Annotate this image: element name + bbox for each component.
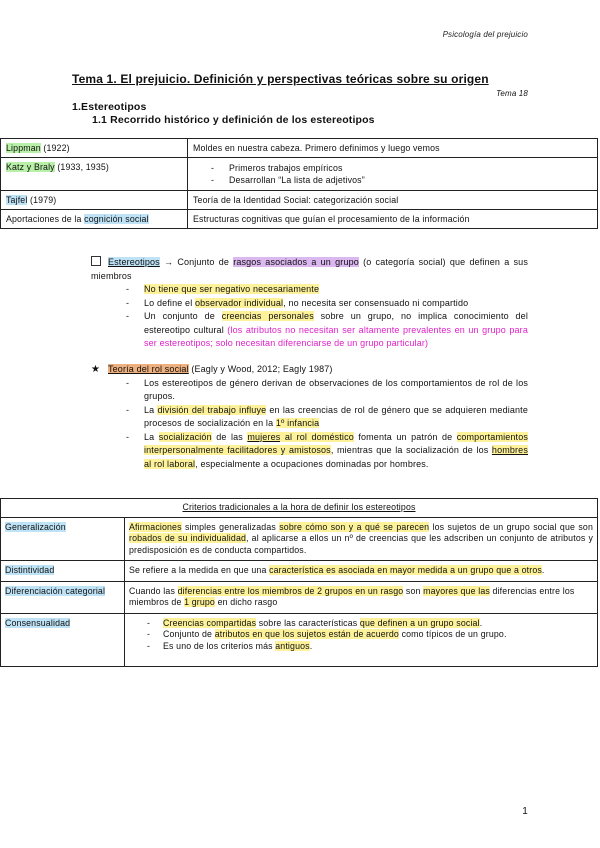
author-year: (1922) <box>40 143 70 153</box>
page-number: 1 <box>522 806 528 817</box>
highlight: observador individual <box>195 297 284 308</box>
criterion-label: Consensualidad <box>5 617 71 628</box>
theory-line <box>91 363 528 377</box>
text: sobre las características <box>256 617 360 628</box>
highlight: al rol laboral <box>144 458 196 469</box>
author-name: Katz y Braly <box>6 162 55 172</box>
criterion-description <box>125 561 598 582</box>
list-item <box>91 297 528 311</box>
author-cell <box>1 158 188 191</box>
list-item <box>129 641 593 653</box>
author-year: (1933, 1935) <box>54 162 110 172</box>
highlight: rasgos asociados a un grupo <box>233 257 359 267</box>
list-item <box>91 404 528 431</box>
highlight: socialización <box>158 431 212 442</box>
note: (los atributos no necesitan ser altamente prevalentes en un grupo para ser estereotipos; solo necesitan diferenciarse de un grupo particular) <box>144 324 528 348</box>
text: Es uno de los criterios más <box>163 640 276 651</box>
text: sobre un grupo, no implica conocimiento del estereotipo cultural <box>144 311 528 335</box>
criterion-label: Generalización <box>5 521 66 532</box>
text: → Conjunto de <box>159 257 234 267</box>
table-row <box>1 210 598 229</box>
definition-line <box>91 256 528 283</box>
author-year: (1979) <box>27 195 57 205</box>
text: en dicho rasgo <box>214 597 278 607</box>
description-cell <box>188 158 598 191</box>
text: en las creencias de rol de género que se adquieren mediante procesos de socialización en la <box>144 404 528 428</box>
text: , especialmente a ocupaciones dominadas por hombres. <box>195 458 429 469</box>
highlight: antiguos <box>275 640 310 651</box>
highlight: Creencias compartidas <box>163 617 257 628</box>
text: Cuando las <box>129 585 178 596</box>
description-cell: Moldes en nuestra cabeza. Primero definimos y luego vemos <box>188 139 598 158</box>
social-role-theory <box>91 363 528 471</box>
criterion-description <box>125 517 598 561</box>
list-item <box>91 431 528 472</box>
criterion-cell <box>1 613 125 666</box>
text: de las <box>211 431 248 442</box>
table-row <box>1 139 598 158</box>
list-item <box>91 310 528 351</box>
text: Se refiere a la medida en que una <box>129 565 270 575</box>
highlight: que definen a un grupo social <box>359 617 480 628</box>
table-header-row <box>1 499 598 518</box>
criterion-cell <box>1 581 125 613</box>
highlight: 1º infancia <box>275 418 320 428</box>
text: como típicos de un grupo. <box>398 629 507 639</box>
criterion-label: Diferenciación categorial <box>5 585 106 596</box>
highlight: característica es asociada en mayor medida a un grupo que a otros <box>269 565 542 575</box>
term: Teoría del rol social <box>108 364 189 374</box>
text: simples generalizadas <box>181 521 280 532</box>
text: , al aplicarse a ellos un nº de creencias que les adscriben un conjunto de atributos y predisposición es de conducta compartidos. <box>129 533 593 555</box>
text: los sujetos de un grupo social que son <box>429 521 593 532</box>
list-item: - Primeros trabajos empíricos <box>193 162 592 174</box>
highlight: creencias personales <box>221 311 314 321</box>
author-cell <box>1 139 188 158</box>
highlight: sobre cómo son y a qué se parecen <box>279 521 430 532</box>
author-name: cognición social <box>84 214 149 224</box>
author-cell <box>1 191 188 210</box>
highlight: 1 grupo <box>184 597 215 607</box>
list-item: - Desarrollan “La lista de adjetivos” <box>193 174 592 186</box>
highlight: No tiene que ser negativo necesariamente <box>144 284 320 294</box>
criterion-cell <box>1 517 125 561</box>
list-item <box>91 283 528 297</box>
stereotype-definition <box>91 256 528 351</box>
term: Estereotipos <box>108 257 160 267</box>
text: Lo define el <box>144 297 195 308</box>
text: (o categoría social) que definen a sus miembros <box>91 257 528 281</box>
criterion-description <box>125 613 598 666</box>
criterion-label: Distintividad <box>5 565 55 575</box>
star-icon: ★ <box>91 364 101 375</box>
highlight: diferencias entre los miembros de 2 grupos en un rasgo <box>177 585 404 596</box>
table-row <box>1 613 598 666</box>
citation: (Eagly y Wood, 2012; Eagly 1987) <box>188 364 333 374</box>
table-row <box>1 158 598 191</box>
table-row <box>1 581 598 613</box>
description-cell: Teoría de la Identidad Social: categorización social <box>188 191 598 210</box>
page-title: Tema 1. El prejuicio. Definición y perspectivas teóricas sobre su origen <box>72 72 489 86</box>
text: La <box>144 404 158 415</box>
highlight: mujeres <box>247 431 281 442</box>
author-cell <box>1 210 188 229</box>
text: diferencias entre los miembros de <box>129 585 575 607</box>
highlight: robados de su individualidad <box>129 533 247 543</box>
criterion-cell <box>1 561 125 582</box>
table-header: Criterios tradicionales a la hora de definir los estereotipos <box>1 499 598 518</box>
text: La <box>144 431 159 442</box>
text: . <box>479 617 483 628</box>
text: . <box>309 640 313 651</box>
running-head: Psicología del prejuicio <box>442 30 528 39</box>
text: , no necesita ser consensuado ni compartido <box>283 297 469 308</box>
text: . <box>541 565 545 575</box>
text: son <box>403 585 424 596</box>
text: Un conjunto de <box>144 311 222 321</box>
text: fomenta un patrón de <box>353 431 457 442</box>
section-heading: 1.Estereotipos <box>72 101 147 113</box>
text: Conjunto de <box>163 629 215 639</box>
checkbox-icon[interactable] <box>91 256 101 266</box>
table-row <box>1 517 598 561</box>
highlight: división del trabajo influye <box>157 404 267 415</box>
list-item: - Los estereotipos de género derivan de observaciones de los comportamientos de rol de los grupos. <box>91 377 528 404</box>
list-item <box>129 629 593 641</box>
table-row <box>1 561 598 582</box>
highlight: atributos en que los sujetos están de acuerdo <box>214 629 399 639</box>
highlight: hombres <box>491 445 528 455</box>
author-prefix: Aportaciones de la <box>6 214 85 224</box>
highlight: Afirmaciones <box>129 521 182 532</box>
subsection-heading: 1.1 Recorrido histórico y definición de los estereotipos <box>92 114 375 126</box>
table-row <box>1 191 598 210</box>
tema-number: Tema 18 <box>496 89 528 98</box>
author-name: Tajfel <box>6 195 28 205</box>
history-table <box>0 138 598 229</box>
list-item <box>129 618 593 630</box>
description-cell: Estructuras cognitivas que guían el procesamiento de la información <box>188 210 598 229</box>
criteria-table <box>0 498 598 667</box>
text: , mientras que la socialización de los <box>330 445 492 455</box>
criterion-description <box>125 581 598 613</box>
highlight: mayores que las <box>423 585 490 596</box>
highlight: comportamientos interpersonalmente facilitadores y amistosos <box>144 431 529 455</box>
highlight: al rol doméstico <box>280 431 354 442</box>
author-name: Lippman <box>6 143 41 153</box>
